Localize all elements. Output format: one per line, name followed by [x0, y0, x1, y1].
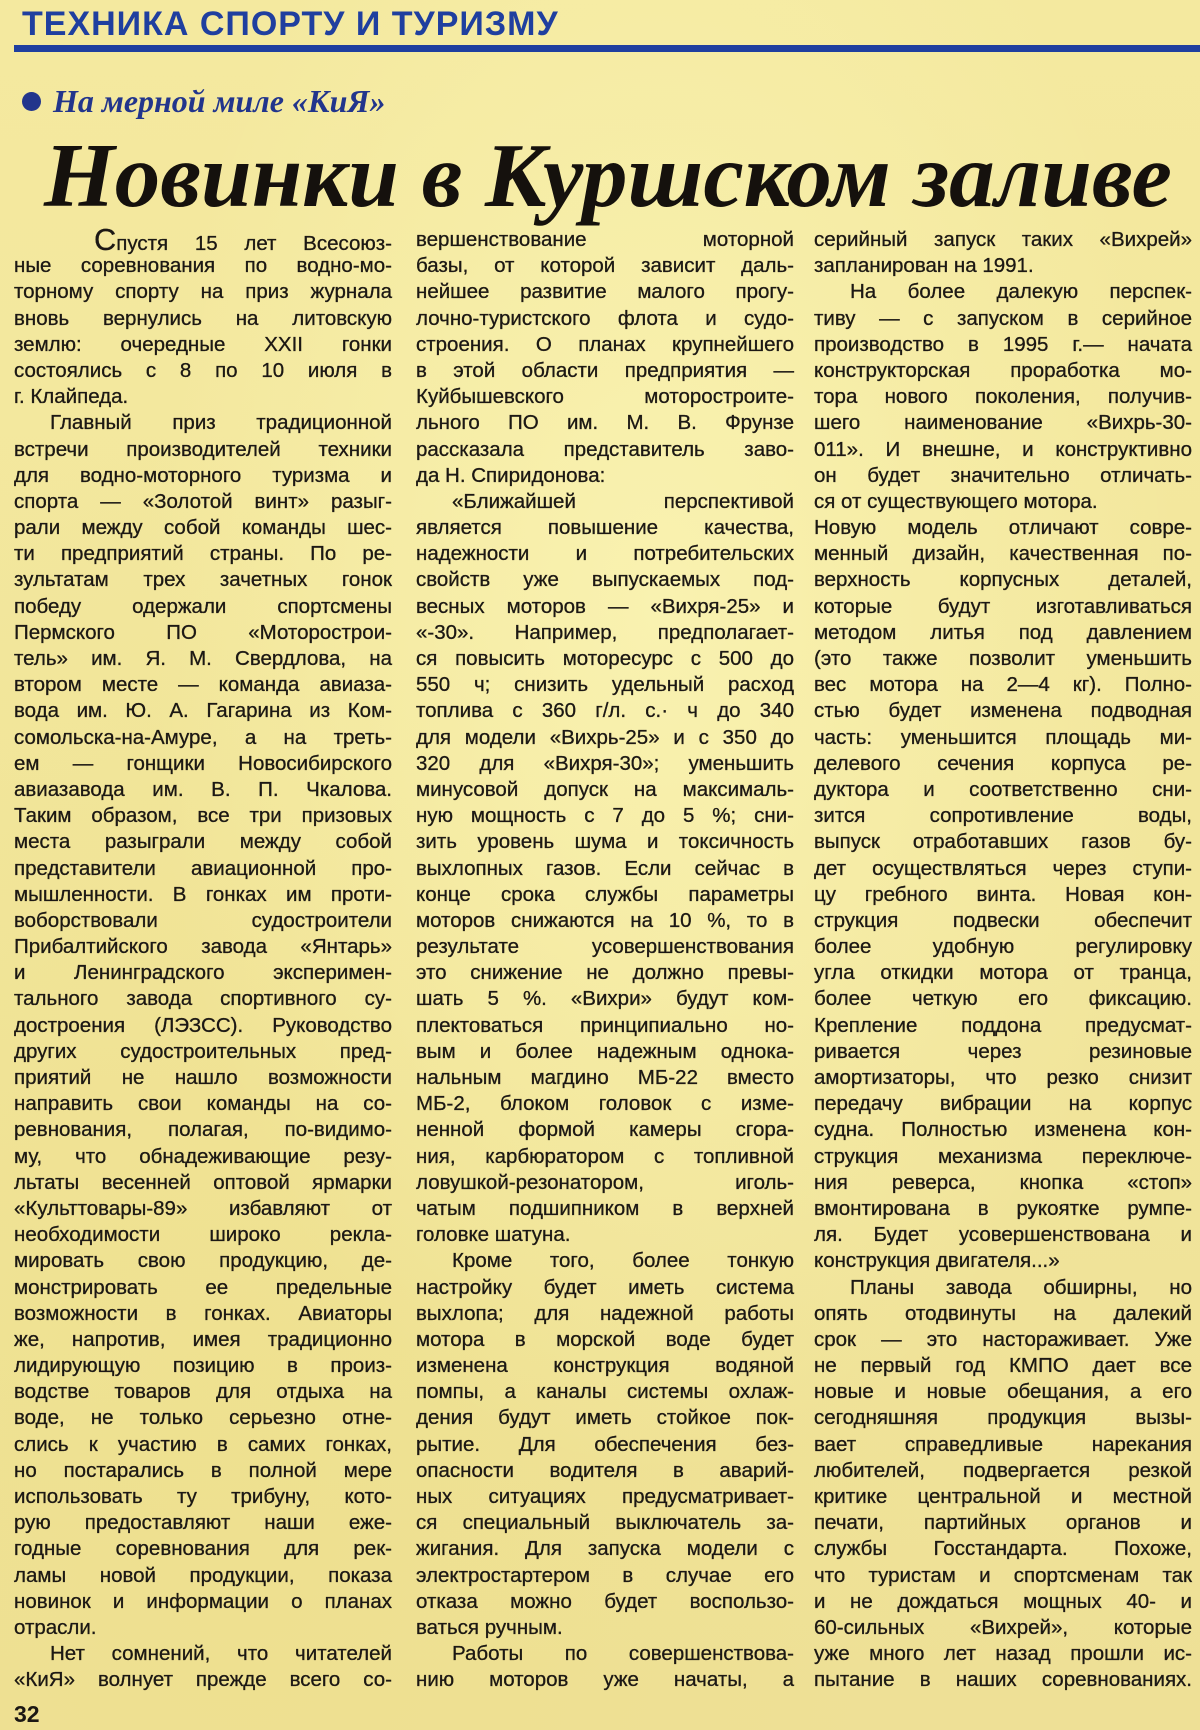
text-line: дения будут иметь стойкое пок- [416, 1406, 794, 1430]
text-line: что туристам и спортсменам так [814, 1563, 1192, 1587]
text-line: тора нового поколения, получив- [814, 385, 1192, 409]
text-line: весных моторов — «Вихря-25» и [416, 594, 794, 618]
text-line: вмонтирована в рукоятке румпе- [814, 1196, 1192, 1220]
text-line: передачу вибрации на корпус [814, 1092, 1192, 1116]
text-line: льтаты весенней оптовой ярмарки [14, 1170, 392, 1194]
text-line: Нет сомнений, что читателей [50, 1642, 392, 1666]
text-line: же, напротив, имея традиционно [14, 1327, 392, 1351]
text-line: жигания. Для запуска модели с [416, 1537, 794, 1561]
text-line: дет осуществляться через ступи- [814, 856, 1192, 880]
paragraph [14, 1641, 392, 1693]
text-line: необходимости широко рекла- [14, 1223, 392, 1247]
text-line: производство в 1995 г.— начата [814, 332, 1192, 356]
text-line: выхлопных газов. Если сейчас в [416, 856, 794, 880]
text-line: новинок и информации о планах [14, 1589, 392, 1613]
text-line: ривается через резиновые [814, 1039, 1192, 1063]
text-line: монстрировать ее предельные [14, 1275, 392, 1299]
text-line: для водно-моторного туризма и [14, 463, 392, 487]
text-line: более четкую его фиксацию. [814, 987, 1192, 1011]
text-line: спорта — «Золотой винт» разыг- [14, 489, 392, 513]
text-line: ся повысить моторесурс с 500 до [416, 647, 794, 670]
paragraph [814, 515, 1192, 1274]
text-line: вновь вернулись на литовскую [14, 306, 392, 330]
rubric-rule [14, 45, 1200, 52]
text-line: критике центральной и местной [814, 1485, 1192, 1508]
paragraph [416, 1641, 794, 1693]
text-line: Пермского ПО «Моторострои- [14, 620, 392, 644]
text-line: На более далекую перспек- [850, 280, 1192, 304]
text-line: водстве товаров для отдыха на [14, 1380, 392, 1404]
text-line: зить уровень шума и токсичность [416, 830, 794, 854]
text-line: которые будут изготавливаться [814, 594, 1192, 618]
text-line: уже много лет назад прошли ис- [814, 1642, 1192, 1666]
text-line: вает справедливые нарекания [814, 1432, 1192, 1456]
text-line: воде, не только серьезно отне- [14, 1406, 392, 1430]
text-line: Новую модель отличают совре- [814, 516, 1192, 540]
text-line: других судостроительных пред- [14, 1039, 392, 1063]
text-line: ем — гонщики Новосибирского [14, 751, 392, 775]
section-rubric: ТЕХНИКА СПОРТУ И ТУРИЗМУ [22, 5, 559, 43]
text-line: годные соревнования для рек- [14, 1537, 392, 1561]
text-line: топлива с 360 г/л. с.· ч до 340 [416, 699, 794, 723]
text-line: часть: уменьшится площадь ми- [814, 725, 1192, 749]
text-line: изменена конструкция водяной [416, 1354, 794, 1378]
text-line: головке шатуна. [416, 1223, 571, 1247]
text-line: Планы завода обширны, но [850, 1275, 1192, 1299]
paragraph [14, 222, 392, 410]
text-line: зится сопротивление воды, [814, 804, 1192, 828]
text-line: тального завода спортивного су- [14, 987, 392, 1011]
text-line: «Культтовары-89» избавляют от [14, 1196, 392, 1220]
paragraph [814, 279, 1192, 515]
text-line: запланирован на 1991. [814, 254, 1034, 278]
text-line: ревнования, полагая, по-видимо- [14, 1118, 392, 1142]
text-line: мотора в морской воде будет [416, 1327, 794, 1351]
text-line: струкция механизма переключе- [814, 1144, 1192, 1168]
text-line: результате усовершенствования [416, 935, 794, 959]
text-line: конструкторская проработка мо- [814, 358, 1192, 382]
text-line: представители авиационной про- [14, 856, 392, 880]
text-line: нию моторов уже начаты, а [416, 1668, 794, 1692]
text-line: в этой области предприятия — [416, 358, 794, 382]
text-column-2 [416, 227, 794, 1694]
paragraph [814, 227, 1192, 279]
kicker [22, 82, 385, 120]
text-line: он будет значительно отличать- [814, 463, 1192, 487]
text-line: выпуск отработавших газов бу- [814, 830, 1192, 854]
text-line: места разыграли между собой [14, 830, 392, 854]
text-line: рую предоставляют наши еже- [14, 1511, 392, 1535]
text-line: цу гребного винта. Новая кон- [814, 882, 1192, 906]
page-number: 32 [14, 1701, 40, 1727]
text-line: МБ-2, блоком головок с изме- [416, 1092, 794, 1116]
text-line: приятий не нашло возможности [14, 1066, 392, 1089]
text-line: нейшее развитие малого прогу- [416, 280, 794, 304]
text-line: чатым подшипником в верхней [416, 1196, 794, 1220]
text-line: дуктора и соответственно сни- [814, 777, 1192, 801]
text-line: менный дизайн, качественная по- [814, 542, 1192, 566]
text-line: «КиЯ» волнует прежде всего со- [14, 1668, 392, 1692]
text-line: использовать ту трибуну, кото- [14, 1485, 392, 1508]
text-line: «Ближайшей перспективой [452, 489, 794, 513]
text-line: конце срока службы параметры [416, 882, 794, 906]
text-line: серийный запуск таких «Вихрей» [814, 228, 1192, 251]
text-line: ваться ручным. [416, 1615, 563, 1639]
text-line: торному спорту на приз журнала [14, 280, 392, 304]
text-line: ния реверса, кнопка «стоп» [814, 1170, 1192, 1194]
text-line: ся специальный выключатель за- [416, 1511, 794, 1535]
text-line: г. Клайпеда. [14, 385, 129, 409]
text-line: ти предприятий страны. По ре- [14, 542, 392, 566]
text-line: «-30». Например, предполагает- [416, 620, 794, 644]
paragraph [416, 227, 794, 489]
article-title-area [44, 125, 1184, 228]
text-line: вес мотора на 2—4 кг). Полно- [814, 673, 1192, 697]
text-line: опасности водителя в аварий- [416, 1458, 794, 1482]
text-line: вым и более надежным однока- [416, 1039, 794, 1063]
text-line: возможности в гонках. Авиаторы [14, 1301, 392, 1325]
text-line: рали между собой команды шес- [14, 516, 392, 540]
text-line: сегодняшняя продукция вызы- [814, 1406, 1192, 1430]
text-line: мировать свою продукцию, де- [14, 1249, 392, 1273]
article-title: Новинки в Куршском заливе [44, 125, 1172, 226]
text-line: землю: очередные XXII гонки [14, 332, 392, 356]
text-line: слись к участию в самих гонках, [14, 1432, 392, 1456]
text-line: ния, карбюратором с топливной [416, 1144, 794, 1168]
text-line: моторов снижаются на 10 %, то в [416, 908, 794, 932]
paragraph [416, 1248, 794, 1641]
text-line: струкция подвески обеспечит [814, 908, 1192, 932]
text-line: минусовой допуск на максималь- [416, 777, 794, 801]
text-line: для модели «Вихрь-25» и с 350 до [416, 725, 794, 749]
text-line: свойств уже выпускаемых под- [416, 568, 794, 592]
text-line: конструкция двигателя...» [814, 1249, 1060, 1273]
text-line: настройку будет иметь система [416, 1275, 794, 1299]
text-line: методом литья под давлением [814, 620, 1192, 644]
text-line: печати, партийных органов и [814, 1511, 1192, 1535]
text-line: Спустя 15 лет Всесоюз- [94, 222, 392, 257]
text-line: состоялись с 8 по 10 июля в [14, 358, 392, 382]
text-line: Куйбышевского моторостроите- [416, 385, 794, 409]
text-line: лидирующую позицию в произ- [14, 1354, 392, 1378]
text-line: службы Госстандарта. Похоже, [814, 1537, 1192, 1561]
text-line: Кроме того, более тонкую [452, 1249, 794, 1273]
text-line: воборствовали судостроители [14, 908, 392, 932]
text-line: более удобную регулировку [814, 935, 1192, 959]
text-line: 320 для «Вихря-30»; уменьшить [416, 751, 794, 775]
text-line: встречи производителей техники [14, 437, 392, 461]
text-line: стью будет изменена подводная [814, 699, 1192, 723]
text-line: базы, от которой зависит даль- [416, 254, 794, 278]
text-line: является повышение качества, [416, 516, 794, 540]
text-line: авиазавода им. В. П. Чкалова. [14, 777, 392, 801]
text-line: помпы, а каналы системы охлаж- [416, 1380, 794, 1404]
text-line: делевого сечения корпуса ре- [814, 751, 1192, 775]
text-line: втором месте — команда авиаза- [14, 673, 392, 697]
text-line: мышленности. В гонках им проти- [14, 882, 392, 906]
text-line: ных ситуациях предусматривает- [416, 1485, 794, 1508]
paragraph [416, 489, 794, 1248]
text-line: вода им. Ю. А. Гагарина из Ком- [14, 699, 392, 723]
text-line: 011». И внешне, и конструктивно [814, 437, 1192, 461]
text-line: ную мощность с 7 до 5 %; сни- [416, 804, 794, 828]
text-line: 550 ч; снизить удельный расход [416, 673, 794, 697]
bullet-icon [22, 92, 41, 111]
text-column-1 [14, 222, 392, 1694]
text-line: направить свои команды на со- [14, 1092, 392, 1116]
text-line: да Н. Спиридонова: [416, 463, 606, 487]
text-line: Главный приз традиционной [50, 411, 392, 435]
text-line: 60-сильных «Вихрей», которые [814, 1615, 1192, 1639]
text-line: Работы по совершенствова- [452, 1642, 794, 1666]
paragraph [14, 410, 392, 1641]
text-line: не первый год КМПО дает все [814, 1354, 1192, 1378]
text-line: нальным магдино МБ-22 вместо [416, 1066, 794, 1089]
text-line: му, что обнадеживающие резу- [14, 1144, 392, 1168]
text-line: достроения (ЛЭЗСС). Руководство [14, 1013, 392, 1037]
text-line: вершенствование моторной [416, 228, 794, 251]
text-line: любителей, подвергается резкой [814, 1458, 1192, 1482]
text-line: Таким образом, все три призовых [14, 804, 392, 828]
text-line: ламы новой продукции, показа [14, 1563, 392, 1587]
text-line: амортизаторы, что резко снизит [814, 1066, 1192, 1089]
paragraph [814, 1275, 1192, 1694]
text-line: пытание в наших соревнованиях. [814, 1668, 1192, 1692]
text-line: ненной формой камеры сгора- [416, 1118, 794, 1142]
text-line: зультатам трех зачетных гонок [14, 568, 392, 592]
text-line: верхность корпусных деталей, [814, 568, 1192, 592]
text-line: и Ленинградского эксперимен- [14, 961, 392, 985]
text-line: судна. Полностью изменена кон- [814, 1118, 1192, 1142]
text-line: но постарались в полной мере [14, 1458, 392, 1482]
text-line: новые и новые обещания, а его [814, 1380, 1192, 1404]
text-line: угла откидки мотора от транца, [814, 961, 1192, 985]
text-line: отказа можно будет воспользо- [416, 1589, 794, 1613]
text-line: плектоваться принципиально но- [416, 1013, 794, 1037]
text-line: шать 5 %. «Вихри» будут ком- [416, 987, 794, 1011]
text-line: надежности и потребительских [416, 542, 794, 566]
text-line: Крепление поддона предусмат- [814, 1013, 1192, 1037]
text-line: тель» им. Я. М. Свердлова, на [14, 647, 392, 670]
text-line: выхлопа; для надежной работы [416, 1301, 794, 1325]
text-line: лочно-туристского флота и судо- [416, 306, 794, 330]
text-line: льного ПО им. М. В. Фрунзе [416, 411, 794, 435]
text-line: опять отодвинуты на далекий [814, 1301, 1192, 1325]
text-line: электростартером в случае его [416, 1563, 794, 1587]
text-line: (это также позволит уменьшить [814, 647, 1192, 670]
text-line: Прибалтийского завода «Янтарь» [14, 935, 392, 959]
text-line: рассказала представитель заво- [416, 437, 794, 461]
text-line: ля. Будет усовершенствована и [814, 1223, 1192, 1247]
text-line: и не дождаться мощных 40- и [814, 1589, 1192, 1613]
text-column-3 [814, 227, 1192, 1694]
text-line: ся от существующего мотора. [814, 489, 1098, 513]
text-line: строения. О планах крупнейшего [416, 332, 794, 356]
text-line: сомольска-на-Амуре, а на треть- [14, 725, 392, 749]
text-line: отрасли. [14, 1615, 97, 1639]
text-line: ловушкой-резонатором, иголь- [416, 1170, 794, 1194]
kicker-text: На мерной миле «КиЯ» [53, 83, 386, 119]
text-line: шего наименование «Вихрь-30- [814, 411, 1192, 435]
text-line: это снижение не должно превы- [416, 961, 794, 985]
text-line: победу одержали спортсмены [14, 594, 392, 618]
text-line: срок — это настораживает. Уже [814, 1327, 1192, 1351]
text-line: тиву — с запуском в серийное [814, 306, 1192, 330]
text-line: рытие. Для обеспечения без- [416, 1432, 794, 1456]
text-line: ные соревнования по водно-мо- [14, 254, 392, 278]
